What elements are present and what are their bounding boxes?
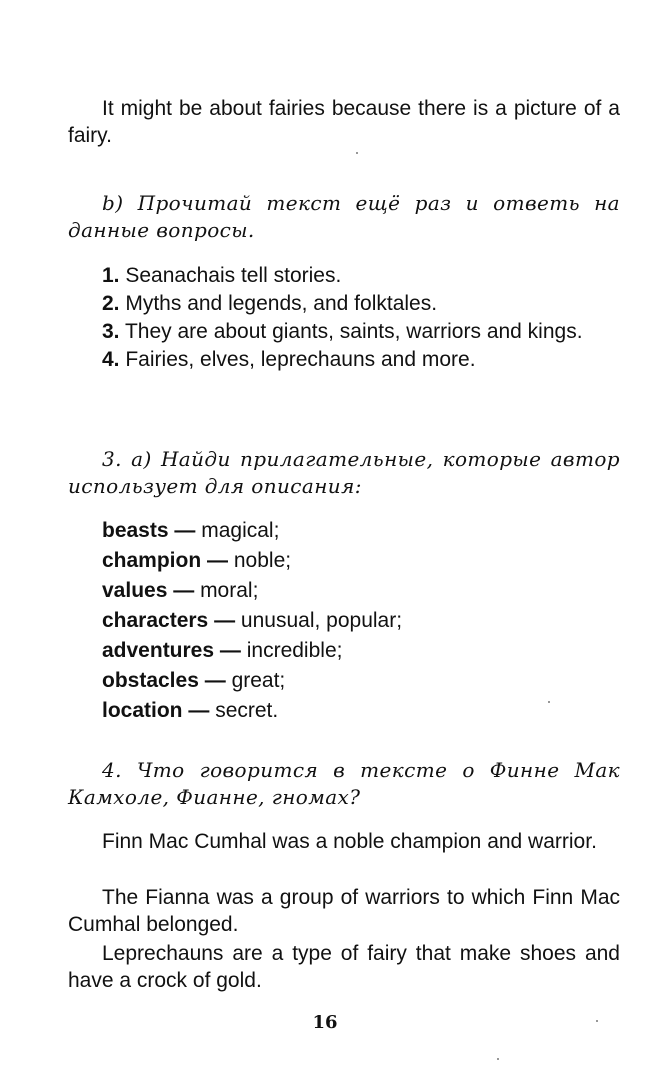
answer-4-paragraph: The Fianna was a group of warriors to which Finn Mac Cumhal belonged. — [68, 886, 620, 936]
scan-speck — [356, 152, 358, 154]
task-4-heading: 4. Что говорится в тексте о Финне Мак Камхоле, Фианне, гномах? — [68, 758, 620, 809]
adjective-item — [102, 696, 622, 726]
adjective-item — [102, 636, 622, 666]
answer-item — [68, 318, 620, 346]
noun-term: adventures — — [102, 639, 241, 662]
adjective-item — [102, 666, 622, 696]
answer-item — [68, 346, 620, 374]
noun-term: location — — [102, 699, 210, 722]
scan-speck — [548, 701, 550, 703]
answer-text: Seanachais tell stories. — [125, 264, 342, 287]
adjective-value: moral; — [200, 579, 259, 602]
answer-number: 4. — [102, 348, 120, 371]
answer-item — [68, 262, 620, 290]
adjective-item — [102, 516, 622, 546]
answer-item — [68, 290, 620, 318]
adjective-item — [102, 606, 622, 636]
noun-term: champion — — [102, 549, 229, 572]
adjective-value: incredible; — [246, 639, 343, 662]
adjective-value: unusual, popular; — [240, 609, 403, 632]
answer-4-paragraph: Leprechauns are a type of fairy that make shoes and have a crock of gold. — [68, 942, 620, 992]
answer-text: Fairies, elves, leprechauns and more. — [125, 348, 476, 371]
answers-b-list — [68, 262, 620, 374]
scan-speck — [596, 1020, 598, 1022]
task-3a-heading: 3. а) Найди прилагательные, которые автор использует для описания: — [68, 447, 620, 498]
answer-4-paragraph: Finn Mac Cumhal was a noble champion and warrior. — [102, 830, 597, 853]
adjective-item — [102, 546, 622, 576]
answer-number: 2. — [102, 292, 120, 315]
task-b-heading: b) Прочитай текст ещё раз и ответь на данные вопросы. — [68, 191, 620, 242]
answer-text: They are about giants, saints, warriors and kings. — [124, 320, 583, 343]
adjective-value: great; — [231, 669, 286, 692]
answer-text: Myths and legends, and folktales. — [125, 292, 438, 315]
adjective-value: noble; — [233, 549, 292, 572]
noun-term: characters — — [102, 609, 236, 632]
scan-speck — [497, 1058, 499, 1060]
noun-term: beasts — — [102, 519, 196, 542]
noun-term: values — — [102, 579, 195, 602]
adjective-item — [102, 576, 622, 606]
answer-number: 1. — [102, 264, 120, 287]
adjectives-list — [102, 516, 622, 726]
adjective-value: secret. — [215, 699, 279, 722]
noun-term: obstacles — — [102, 669, 226, 692]
intro-paragraph: It might be about fairies because there is a picture of a fairy. — [68, 97, 620, 147]
page-number: 16 — [312, 1012, 338, 1033]
answer-number: 3. — [102, 320, 120, 343]
adjective-value: magical; — [201, 519, 280, 542]
